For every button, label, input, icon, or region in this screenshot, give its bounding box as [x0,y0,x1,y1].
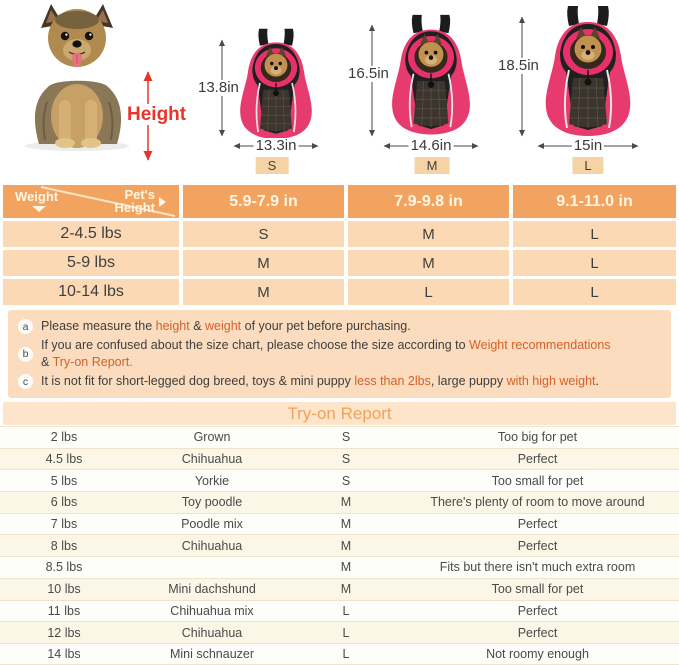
right-arrow-icon [159,197,166,207]
tryon-size-cell: S [341,452,351,467]
note-plain-text: Please measure the [41,319,156,333]
tryon-comment-cell: Too small for pet [491,582,584,597]
tryon-row [0,556,679,578]
corner-pets-height-label: Pet's Height [114,187,155,215]
recommended-size-cell: M [348,250,509,276]
note-letter-badge: c [18,374,33,389]
tryon-weight-cell: 11 lbs [47,603,81,618]
tryon-row [0,600,679,622]
tryon-row [0,491,679,513]
note-item [18,337,661,371]
tryon-weight-cell: 6 lbs [50,495,78,510]
weight-range-cell: 2-4.5 lbs [3,221,179,247]
tryon-weight-cell: 5 lbs [50,473,78,488]
size-chart-table [3,185,676,305]
note-accent-text: Weight recommendations [469,338,611,352]
note-plain-text: of your pet before purchasing. [241,319,411,333]
tryon-report-table [0,426,679,665]
recommended-size-cell: L [513,279,676,305]
tryon-row [0,578,679,600]
tryon-size-cell: M [340,582,352,597]
size-chart-corner-cell [3,185,179,218]
small-height-value: 13.8in [198,79,239,96]
note-item [18,318,661,335]
tryon-report-title: Try-on Report [287,403,392,423]
tryon-row [0,469,679,491]
tryon-size-cell: M [340,495,352,510]
note-letter-badge: a [18,319,33,334]
backpack-medium-image [383,13,479,140]
backpack-small-image [232,27,320,144]
yorkie-dog-photo [10,2,152,152]
note-accent-text: with high weight [506,374,596,388]
tryon-comment-cell: Not roomy enough [486,646,589,661]
weight-range-cell: 5-9 lbs [3,250,179,276]
note-accent-text: height [155,319,190,333]
tryon-breed-cell: Grown [193,430,231,445]
tryon-size-cell: L [342,646,350,661]
tryon-weight-cell: 14 lbs [47,646,81,661]
tryon-size-cell: M [340,560,352,575]
tryon-size-cell: S [341,430,351,445]
tryon-breed-cell: Yorkie [194,473,230,488]
tryon-weight-cell: 12 lbs [47,625,81,640]
down-arrow-icon [32,206,46,212]
size-diagram [0,0,679,183]
note-plain-text: If you are confused about the size chart, please choose the size according to [41,338,470,352]
note-item [18,373,661,390]
backpack-large-image [536,4,640,142]
recommended-size-cell: M [183,250,344,276]
note-letter-badge: b [18,347,33,362]
medium-width-value: 14.6in [410,137,452,154]
note-accent-text: less than 2lbs [354,374,431,388]
tryon-breed-cell: Toy poodle [181,495,243,510]
note-plain-text: It is not fit for short-legged dog breed, toys & mini puppy [41,374,355,388]
tryon-weight-cell: 2 lbs [50,430,78,445]
tryon-comment-cell: Perfect [517,603,558,618]
size-badge-small: S [256,157,289,174]
recommended-size-cell: L [513,221,676,247]
note-plain-text: . [595,374,599,388]
recommended-size-cell: L [348,279,509,305]
tryon-row [0,621,679,643]
tryon-weight-cell: 8.5 lbs [45,560,83,575]
tryon-breed-cell: Chihuahua [181,625,243,640]
note-accent-text: Try-on Report. [52,355,133,369]
tryon-size-cell: M [340,538,352,553]
tryon-weight-cell: 7 lbs [50,517,78,532]
size-badge-medium: M [415,157,450,174]
tryon-breed-cell: Mini dachshund [168,582,256,597]
tryon-weight-cell: 10 lbs [47,582,81,597]
note-plain-text: & [41,355,53,369]
large-height-value: 18.5in [498,57,539,74]
corner-weight-label: Weight [15,189,59,204]
tryon-row [0,448,679,470]
large-width-value: 15in [573,137,603,154]
note-plain-text: , large puppy [430,374,507,388]
tryon-breed-cell: Chihuahua [181,538,243,553]
tryon-breed-cell: Chihuahua mix [170,603,254,618]
tryon-row [0,534,679,556]
note-text [41,318,411,335]
recommended-size-cell: S [183,221,344,247]
tryon-weight-cell: 4.5 lbs [45,452,83,467]
tryon-size-cell: M [340,517,352,532]
size-badge-large: L [572,157,603,174]
note-plain-text: & [189,319,206,333]
recommended-size-cell: L [513,250,676,276]
tryon-comment-cell: Perfect [517,625,558,640]
recommended-size-cell: M [348,221,509,247]
tryon-comment-cell: Perfect [517,452,558,467]
tryon-weight-cell: 8 lbs [50,538,78,553]
tryon-size-cell: L [342,603,350,618]
tryon-row [0,426,679,448]
tryon-report-header [3,402,676,425]
tryon-size-cell: L [342,625,350,640]
tryon-row [0,643,679,665]
tryon-breed-cell: Chihuahua [181,452,243,467]
tryon-comment-cell: Too small for pet [491,473,584,488]
medium-height-value: 16.5in [348,65,389,82]
note-text [41,373,599,390]
tryon-breed-cell: Poodle mix [181,517,243,532]
weight-range-cell: 10-14 lbs [3,279,179,305]
tryon-size-cell: S [341,473,351,488]
tryon-comment-cell: Perfect [517,517,558,532]
height-column-header: 5.9-7.9 in [183,185,344,218]
recommended-size-cell: M [183,279,344,305]
small-width-value: 13.3in [255,137,297,154]
note-text [41,337,611,371]
tryon-comment-cell: Too big for pet [497,430,578,445]
tryon-comment-cell: There's plenty of room to move around [430,495,645,510]
tryon-row [0,513,679,535]
tryon-comment-cell: Perfect [517,538,558,553]
note-accent-text: weight [205,319,242,333]
height-column-header: 9.1-11.0 in [513,185,676,218]
height-column-header: 7.9-9.8 in [348,185,509,218]
tryon-comment-cell: Fits but there isn't much extra room [439,560,636,575]
height-label: Height [124,104,189,125]
tryon-breed-cell: Mini schnauzer [169,646,255,661]
notes-list [8,310,671,398]
